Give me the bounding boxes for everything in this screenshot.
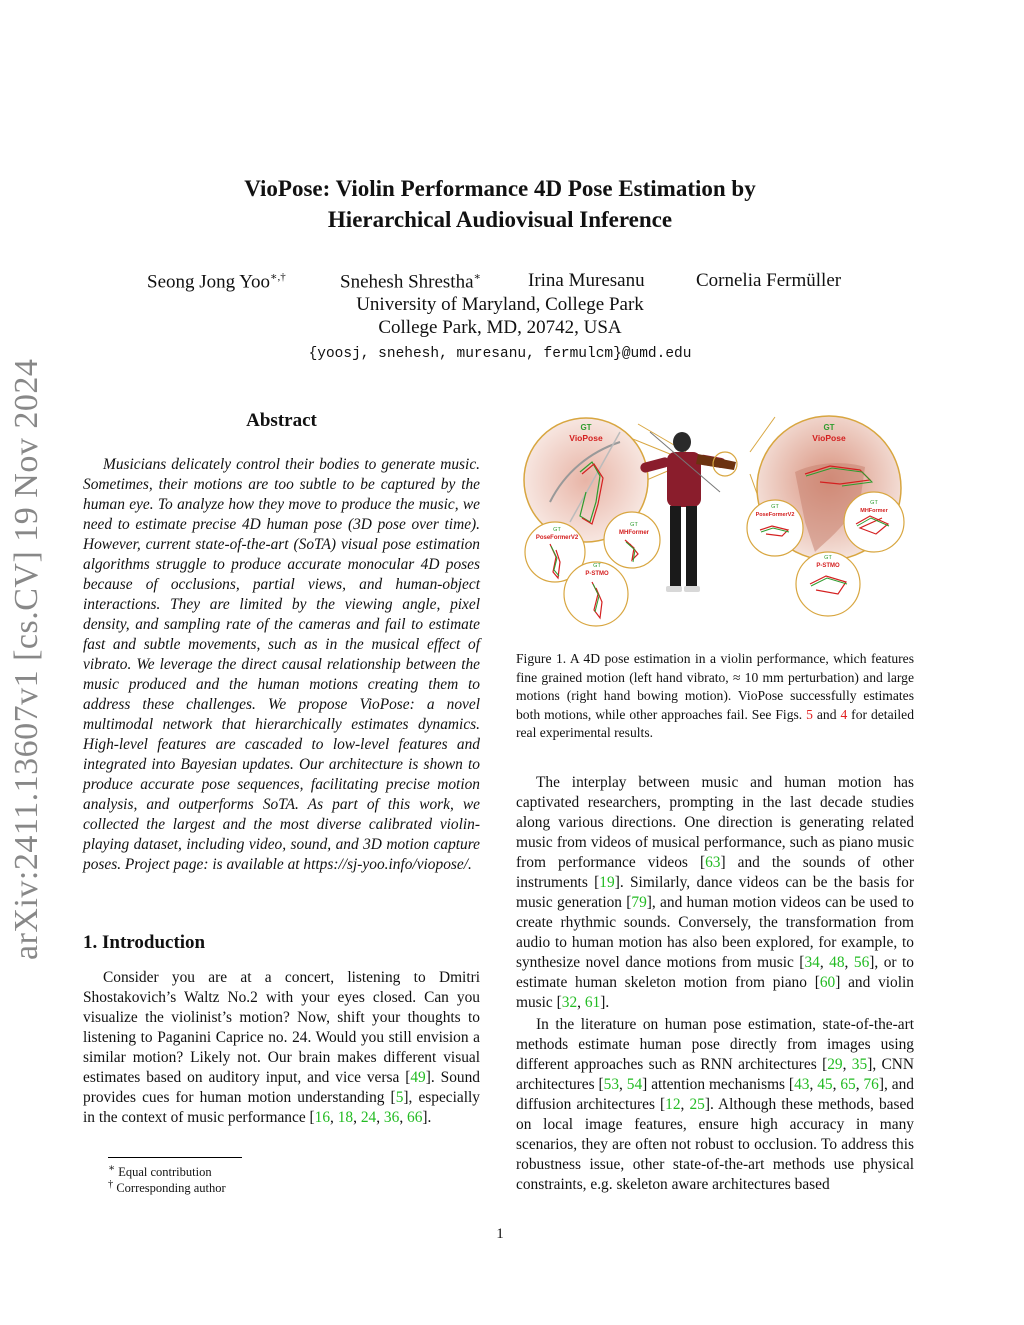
svg-text:MHFormer: MHFormer bbox=[860, 508, 888, 514]
svg-text:PoseFormerV2: PoseFormerV2 bbox=[535, 535, 579, 541]
citation-link[interactable]: 56 bbox=[853, 954, 870, 971]
footnote-1: ∗ Equal contribution bbox=[108, 1163, 212, 1180]
citation-link[interactable]: 12 bbox=[665, 1096, 681, 1113]
author-3: Irina Muresanu bbox=[528, 270, 645, 291]
author-1: Seong Jong Yoo∗,† bbox=[147, 271, 286, 293]
citation-link[interactable]: 34 bbox=[804, 954, 820, 971]
figure-ref-link[interactable]: 4 bbox=[840, 706, 848, 722]
title-line-1: VioPose: Violin Performance 4D Pose Estimation by bbox=[244, 176, 756, 201]
citation-link[interactable]: 48 bbox=[829, 954, 845, 971]
svg-text:P-STMO: P-STMO bbox=[816, 563, 840, 569]
citation-link[interactable]: 49 bbox=[410, 1069, 426, 1086]
citation-link[interactable]: 79 bbox=[631, 894, 647, 911]
gt-label: GT bbox=[580, 423, 592, 432]
citation-link[interactable]: 32 bbox=[561, 994, 578, 1011]
citation-link[interactable]: 45 bbox=[817, 1076, 833, 1093]
abstract-heading: Abstract bbox=[246, 410, 317, 431]
paper-title bbox=[0, 173, 1000, 235]
citation-link[interactable]: 36 bbox=[383, 1109, 400, 1126]
arxiv-side-label: arXiv:2411.13607v1 [cs.CV] 19 Nov 2024 bbox=[8, 358, 45, 960]
author-4: Cornelia Fermüller bbox=[696, 270, 842, 291]
svg-text:GT: GT bbox=[870, 500, 878, 506]
citation-link[interactable]: 60 bbox=[819, 974, 836, 991]
citation-link[interactable]: 24 bbox=[360, 1109, 377, 1126]
page-number: 1 bbox=[496, 1226, 504, 1242]
svg-text:VioPose: VioPose bbox=[812, 433, 846, 443]
citation-link[interactable]: 76 bbox=[863, 1076, 879, 1093]
violinist-figure bbox=[639, 432, 737, 592]
intro-paragraph-2: The interplay between music and human motion has captivated researchers, prompting in the last decade studies along various directions. One direction is generating related music from videos of musical performance, such as piano music from performance videos [63] and the sounds of other instruments [19]. Similarly, dance videos can be the basis for music generation [79], and human motion videos can be used to create rhythmic sounds. Conversely, the transformation from audio to human motion has also been explored, for example, to synthesize novel dance motions from music [34, 48, 56], or to estimate human skeleton motion from piano [60] and violin music [32, 61]. bbox=[516, 774, 915, 1011]
citation-link[interactable]: 29 bbox=[827, 1056, 843, 1073]
author-2: Snehesh Shrestha∗ bbox=[340, 271, 481, 293]
footnote-rule bbox=[108, 1157, 242, 1158]
svg-text:GT: GT bbox=[823, 423, 835, 432]
svg-text:GT: GT bbox=[824, 555, 832, 561]
figure-1-caption: Figure 1. A 4D pose estimation in a violin performance, which features fine grained motion (left hand vibrato, ≈ 10 mm perturbation) and large motions (right hand bowing motion). VioPose successfully estimates both motions, while other approaches fail. See Figs. 5 and 4 for detailed real experimental results. bbox=[516, 651, 914, 740]
citation-link[interactable]: 19 bbox=[599, 874, 615, 891]
citation-link[interactable]: 66 bbox=[407, 1109, 423, 1126]
svg-text:MHFormer: MHFormer bbox=[618, 530, 650, 536]
citation-link[interactable]: 65 bbox=[840, 1076, 856, 1093]
citation-link[interactable]: 63 bbox=[705, 854, 721, 871]
svg-text:PoseFormerV2: PoseFormerV2 bbox=[755, 512, 795, 518]
citation-link[interactable]: 54 bbox=[626, 1076, 643, 1093]
svg-text:P-STMO: P-STMO bbox=[585, 571, 609, 577]
pstmo-right-circle bbox=[796, 552, 860, 616]
citation-link[interactable]: 43 bbox=[794, 1076, 810, 1093]
svg-text:GT: GT bbox=[630, 522, 638, 528]
figure-ref-link[interactable]: 5 bbox=[806, 706, 813, 722]
viopose-label: VioPose bbox=[569, 433, 603, 443]
citation-link[interactable]: 18 bbox=[337, 1109, 354, 1126]
citation-link[interactable]: 25 bbox=[689, 1096, 705, 1113]
section-heading-introduction: 1. Introduction bbox=[83, 932, 206, 953]
footnote-2: † Corresponding author bbox=[108, 1179, 226, 1196]
title-line-2: Hierarchical Audiovisual Inference bbox=[327, 207, 673, 232]
abstract-text: Musicians delicately control their bodies to generate music. Sometimes, their motions are too subtle to be captured by the human eye. To analyze how they move to produce the music, we need to estimate precise 4D human pose (3D pose over time). However, current state-of-the-art (SoTA) visual pose estimation algorithms struggle to produce accurate monocular 4D poses because of occlusions, partial views, and human-object interactions. They are limited by the viewing angle, pixel density, and sampling rate of the cameras and fail to estimate fast and subtle movements, such as in the musical effect of vibrato. We leverage the direct causal relationship between the music produced and the human motions creating them to address these challenges. We propose VioPose: a novel multimodal network that hierarchically estimates dynamics. High-level features are cascaded to low-level features and integrated into Bayesian updates. Our architecture is shown to produce accurate pose sequences, facilitating precise motion analysis, and outperforms SoTA. As part of this work, we collected the largest and the most diverse calibrated violin-playing dataset, including video, sound, and 3D motion capture poses. Project page: is available at https://sj-yoo.info/viopose/. bbox=[83, 456, 480, 873]
figure-1-pose-illustration bbox=[520, 412, 920, 642]
svg-text:GT: GT bbox=[553, 527, 561, 533]
citation-link[interactable]: 5 bbox=[395, 1089, 404, 1106]
svg-text:GT: GT bbox=[593, 563, 601, 569]
affiliation-line-1: University of Maryland, College Park bbox=[356, 294, 644, 315]
author-emails[interactable]: {yoosj, snehesh, muresanu, fermulcm}@umd.edu bbox=[308, 346, 692, 362]
citation-link[interactable]: 35 bbox=[851, 1056, 868, 1073]
intro-paragraph-1: Consider you are at a concert, listening to Dmitri Shostakovich’s Waltz No.2 with your eyes closed. Can you visualize the violinist’s motion? Now, shift your thoughts to listening to Paganini Caprice no. 24. Would you still envision a similar motion? Likely not. Our brain makes different visual estimates based on auditory input, and vice versa [49]. Sound provides cues for human motion understanding [5], especially in the context of music performance [16, 18, 24, 36, 66]. bbox=[83, 969, 480, 1126]
citation-link[interactable]: 61 bbox=[584, 994, 601, 1011]
affiliation-line-2: College Park, MD, 20742, USA bbox=[378, 317, 622, 338]
svg-text:GT: GT bbox=[771, 504, 779, 510]
intro-paragraph-3: In the literature on human pose estimation, state-of-the-art methods estimate human pose directly from images using different approaches such as RNN architectures [29, 35], CNN architectures [53, 54] attention mechanisms [43, 45, 65, 76], and diffusion architectures [12, 25]. Although these methods, based on local image features, ensure high accuracy in many scenarios, they are often not robust to occlusion. To address this robustness issue, other state-of-the-art methods use physical constraints, e.g. skeleton aware architectures based bbox=[516, 1016, 914, 1193]
citation-link[interactable]: 53 bbox=[603, 1076, 620, 1093]
citation-link[interactable]: 16 bbox=[314, 1109, 331, 1126]
